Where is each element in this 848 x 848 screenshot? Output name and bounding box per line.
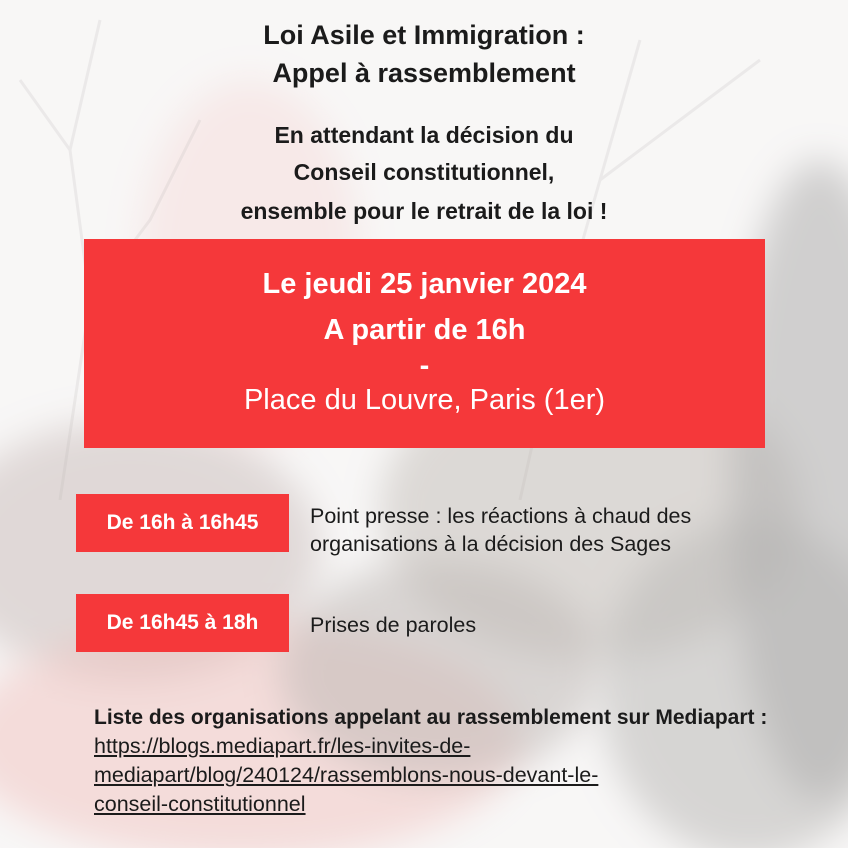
schedule-description-2: Prises de paroles bbox=[310, 613, 477, 637]
schedule-slot-2: De 16h45 à 18h bbox=[76, 594, 289, 652]
schedule-slot-1: De 16h à 16h45 bbox=[76, 494, 289, 552]
subtitle-line-2: Conseil constitutionnel, bbox=[293, 159, 555, 185]
mediapart-link-line-2[interactable]: mediapart/blog/240124/rassemblons-nous-devant-le- bbox=[94, 763, 599, 787]
event-separator: - bbox=[419, 350, 430, 382]
schedule-description-1: Point presse : les réactions à chaud des organisations à la décision des Sages bbox=[310, 504, 692, 556]
page-title-line-1: Loi Asile et Immigration : bbox=[263, 20, 585, 50]
page-title-line-2: Appel à rassemblement bbox=[272, 58, 576, 88]
organisations-intro: Liste des organisations appelant au rassemblement sur Mediapart : bbox=[94, 706, 768, 729]
event-place: Place du Louvre, Paris (1er) bbox=[243, 384, 606, 416]
subtitle-line-3: ensemble pour le retrait de la loi ! bbox=[240, 198, 608, 224]
organisations-section bbox=[94, 703, 794, 819]
event-time: A partir de 16h bbox=[323, 314, 526, 346]
event-date: Le jeudi 25 janvier 2024 bbox=[262, 268, 587, 300]
mediapart-link-line-1[interactable]: https://blogs.mediapart.fr/les-invites-de- bbox=[94, 734, 471, 758]
mediapart-link-line-3[interactable]: conseil-constitutionnel bbox=[94, 792, 306, 816]
subtitle-line-1: En attendant la décision du bbox=[274, 122, 574, 148]
